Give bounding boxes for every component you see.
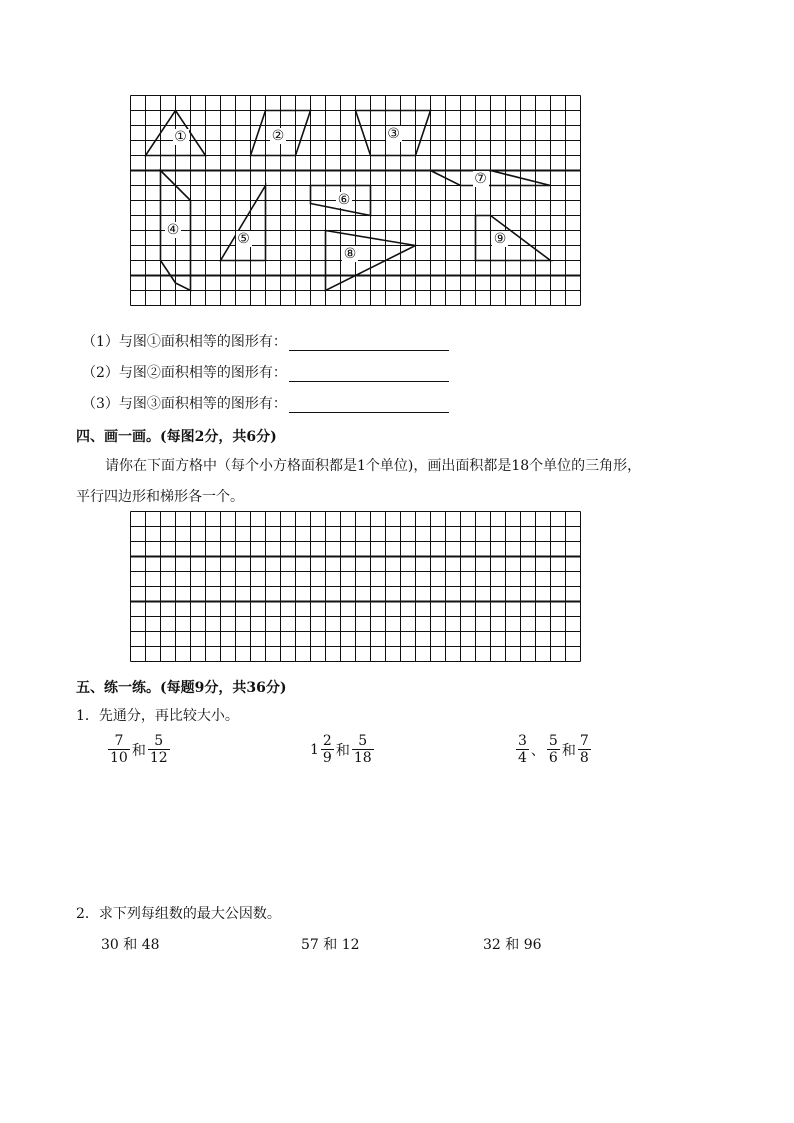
shape-label-2: ②	[271, 127, 285, 144]
q1-item-2	[310, 733, 375, 766]
question-3	[82, 395, 449, 413]
connector: 和	[561, 742, 576, 759]
shape-label-9: ⑨	[493, 231, 507, 247]
numerator: 5	[548, 733, 558, 749]
q1-item-3	[515, 733, 592, 766]
shape-label-6: ⑥	[337, 192, 351, 208]
q2-title: 2．求下列每组数的最大公因数。	[76, 906, 281, 922]
section-5-heading: 五、练一练。(每题9分，共36分)	[76, 680, 287, 696]
answer-blank-3[interactable]	[289, 398, 449, 413]
numerator: 2	[322, 733, 332, 749]
fraction	[321, 733, 334, 766]
fraction	[148, 733, 170, 766]
separator: 、	[530, 742, 545, 759]
fraction	[547, 733, 560, 766]
denominator: 9	[322, 750, 332, 766]
connector: 和	[131, 742, 146, 759]
numerator: 5	[154, 733, 164, 749]
q2-item-1: 30 和 48	[101, 937, 160, 953]
fraction	[352, 733, 374, 766]
denominator: 18	[353, 750, 372, 766]
question-1	[82, 333, 449, 351]
shape-label-4: ④	[166, 222, 180, 238]
question-3-label: （3）与图③面积相等的图形有：	[82, 396, 287, 412]
section-4-instruction-2: 平行四边形和梯形各一个。	[76, 489, 244, 505]
shape-labels-layer	[130, 95, 590, 307]
shape-label-3: ③	[387, 126, 400, 142]
question-2	[82, 364, 449, 382]
fraction	[108, 733, 130, 766]
drawing-grid[interactable]	[130, 511, 582, 664]
denominator: 6	[548, 750, 558, 766]
q1-item-1	[107, 733, 171, 766]
section-4-instruction-1: 请你在下面方格中（每个小方格面积都是1个单位)，画出面积都是18个单位的三角形，	[105, 458, 642, 474]
section-4-heading: 四、画一画。(每图2分，共6分)	[76, 429, 277, 445]
shape-label-1: ①	[174, 129, 187, 145]
fraction	[516, 733, 529, 766]
numerator: 3	[518, 733, 527, 749]
denominator: 12	[149, 750, 168, 766]
shape-label-5: ⑤	[237, 231, 250, 247]
question-2-label: （2）与图②面积相等的图形有：	[82, 365, 287, 381]
denominator: 8	[579, 750, 589, 766]
numerator: 7	[579, 733, 589, 749]
answer-blank-1[interactable]	[289, 336, 449, 351]
denominator: 4	[518, 750, 527, 766]
fraction	[578, 733, 591, 766]
numerator: 7	[114, 733, 124, 749]
answer-blank-2[interactable]	[289, 367, 449, 382]
numerator: 5	[358, 733, 368, 749]
shape-label-7: ⑦	[474, 171, 487, 187]
whole-number: 1	[310, 741, 319, 758]
question-1-label: （1）与图①面积相等的图形有：	[82, 334, 287, 350]
q2-item-2: 57 和 12	[301, 937, 360, 953]
denominator: 10	[110, 750, 128, 766]
q2-item-3: 32 和 96	[483, 937, 542, 953]
connector: 和	[335, 742, 350, 759]
shape-label-8: ⑧	[343, 246, 357, 262]
q1-title: 1．先通分，再比较大小。	[76, 708, 239, 724]
